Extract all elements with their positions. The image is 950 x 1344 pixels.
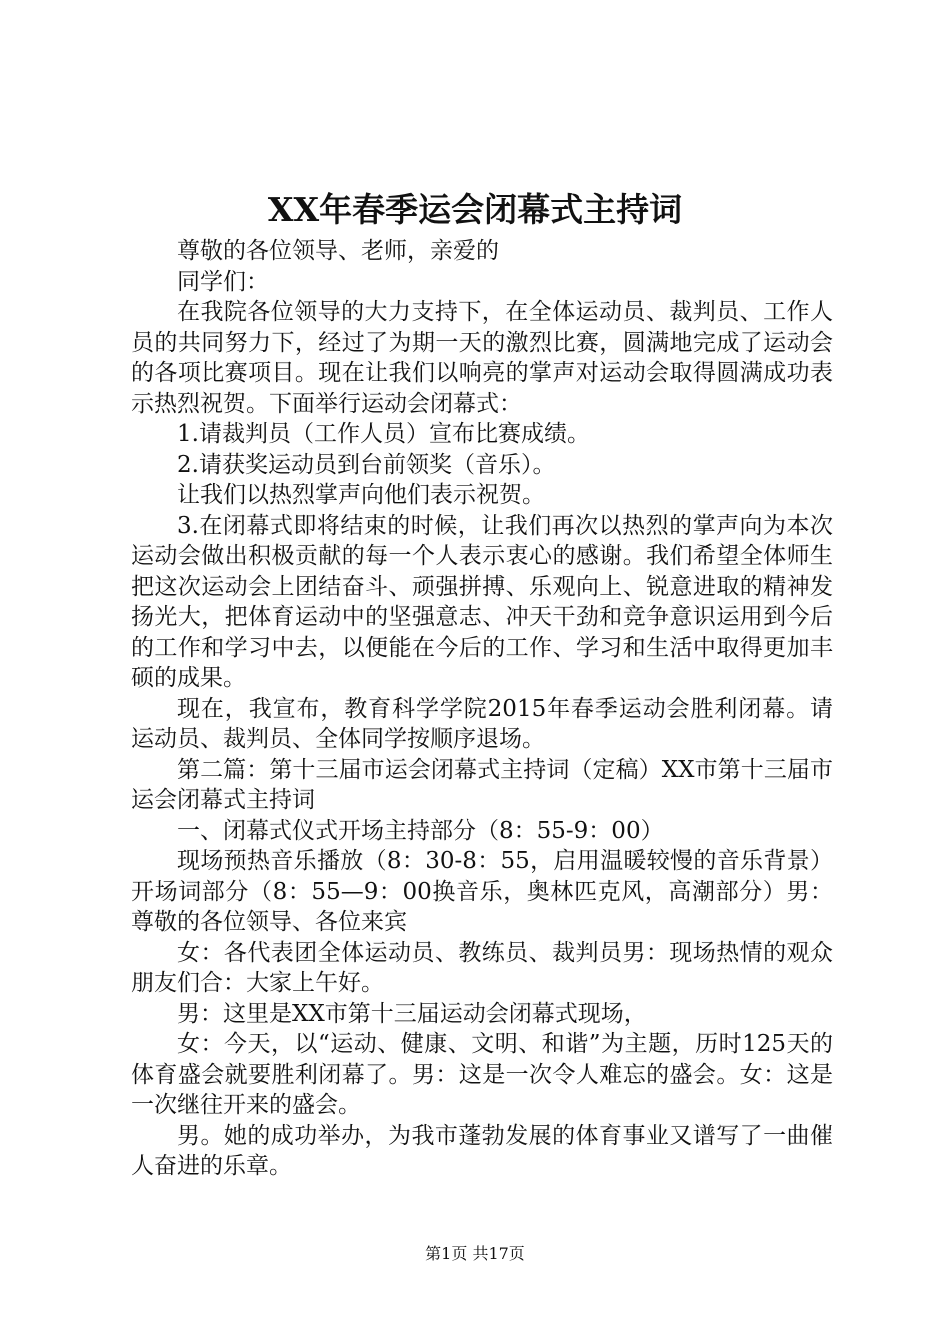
paragraph: 1.请裁判员（工作人员）宣布比赛成绩。 [177, 421, 590, 447]
paragraph: 现在，我宣布，教育科学学院2015年春季运动会胜利闭幕。请运动员、裁判员、全体同学按顺序退场。 [131, 695, 833, 752]
document-body [131, 236, 833, 1182]
paragraph: 一、闭幕式仪式开场主持部分（8：55-9：00） [177, 817, 664, 844]
document-title: XX年春季运会闭幕式主持词 [267, 190, 683, 229]
paragraph: 让我们以热烈掌声向他们表示祝贺。 [177, 482, 545, 508]
page-number-footer: 第1页 共17页 [425, 1244, 525, 1263]
paragraph: 女：各代表团全体运动员、教练员、裁判员男：现场热情的观众朋友们合：大家上午好。 [131, 939, 833, 996]
paragraph: 第二篇：第十三届市运会闭幕式主持词（定稿）XX市第十三届市运会闭幕式主持词 [131, 756, 833, 813]
paragraph: 男：这里是XX市第十三届运动会闭幕式现场， [177, 1000, 647, 1027]
paragraph: 女：今天，以“运动、健康、文明、和谐”为主题，历时125天的体育盛会就要胜利闭幕了。男：这是一次令人难忘的盛会。女：这是一次继往开来的盛会。 [131, 1031, 833, 1118]
paragraph: 在我院各位领导的大力支持下，在全体运动员、裁判员、工作人员的共同努力下，经过了为期一天的激烈比赛，圆满地完成了运动会的各项比赛项目。现在让我们以响亮的掌声对运动会取得圆满成功表示热烈祝贺。下面举行运动会闭幕式： [131, 299, 833, 417]
paragraph: 尊敬的各位领导、老师，亲爱的 [177, 238, 499, 264]
paragraph: 2.请获奖运动员到台前领奖（音乐）。 [177, 451, 556, 478]
paragraph: 同学们： [177, 268, 269, 295]
paragraph: 现场预热音乐播放（8：30-8：55，启用温暖较慢的音乐背景）开场词部分（8：55—9：00换音乐，奥林匹克风，高潮部分）男：尊敬的各位领导、各位来宾 [131, 848, 833, 935]
paragraph: 3.在闭幕式即将结束的时候，让我们再次以热烈的掌声向为本次运动会做出积极贡献的每一个人表示衷心的感谢。我们希望全体师生把这次运动会上团结奋斗、顽强拼搏、乐观向上、锐意进取的精神发扬光大，把体育运动中的坚强意志、冲天干劲和竞争意识运用到今后的工作和学习中去，以便能在今后的工作、学习和生活中取得更加丰硕的成果。 [131, 512, 833, 691]
paragraph: 男。她的成功举办，为我市蓬勃发展的体育事业又谱写了一曲催人奋进的乐章。 [131, 1122, 833, 1179]
